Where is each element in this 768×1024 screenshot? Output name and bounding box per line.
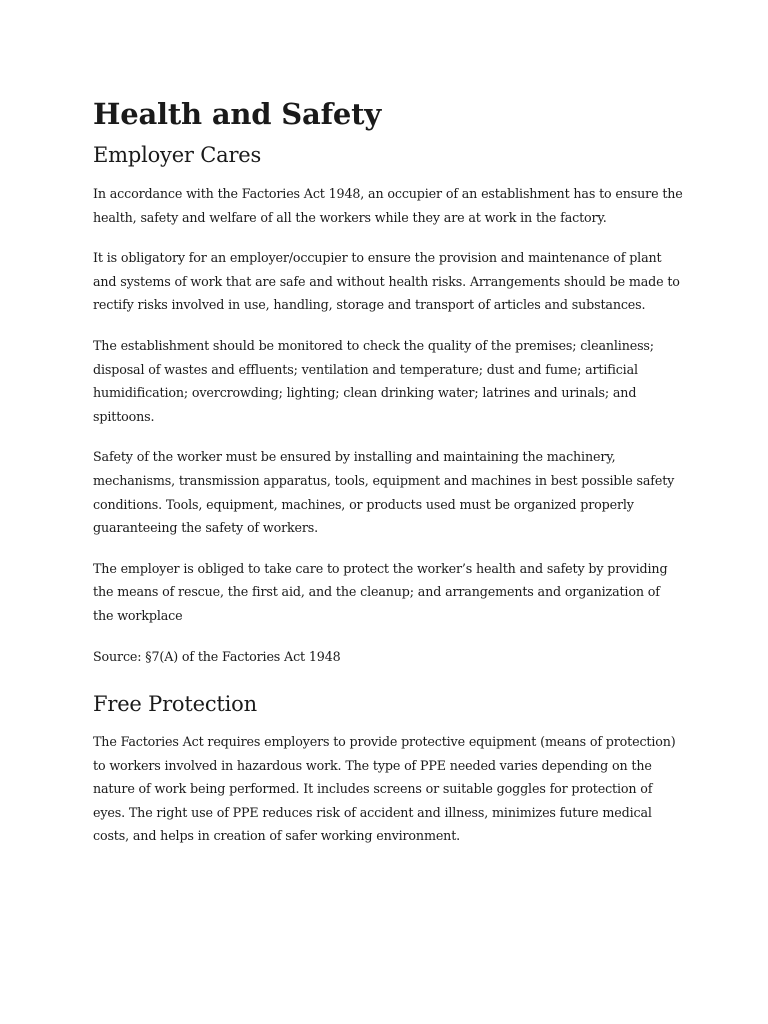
paragraph-worker-safety: Safety of the worker must be ensured by installing and maintaining the machinery, mechanisms, transmission apparatus, tools, equipment and machines in best possible safety conditions. Tools, equipment, machines, or products used must be organized properly guaranteeing the safety of workers. (93, 449, 675, 536)
section-free-protection (93, 688, 683, 848)
paragraph-protective-equipment: The Factories Act requires employers to provide protective equipment (means of protection) to workers involved in hazardous work. The type of PPE needed varies depending on the nature of work being performed. It includes screens or suitable goggles for protection of eyes. The right use of PPE reduces risk of accident and illness, minimizes future medical costs, and helps in creation of safer working environment. (93, 734, 676, 844)
paragraph-employer-care: The employer is obliged to take care to protect the worker’s health and safety by providing the means of rescue, the first aid, and the cleanup; and arrangements and organization of the workplace (93, 560, 668, 623)
section-employer-cares (93, 139, 683, 668)
section-heading-employer-cares: Employer Cares (93, 143, 262, 167)
paragraph-factories-act-intro: In accordance with the Factories Act 1948, an occupier of an establishment has to ensure the health, safety and welfare of all the workers while they are at work in the factory. (93, 186, 683, 225)
paragraph-establishment-monitoring: The establishment should be monitored to check the quality of the premises; cleanliness; disposal of wastes and effluents; ventilation and temperature; dust and fume; artificial humidification; overcrowding; lighting; clean drinking water; latrines and urinals; and spittoons. (93, 337, 654, 424)
document-page (93, 92, 683, 865)
document-title: Health and Safety (93, 97, 381, 131)
source-citation: Source: §7(A) of the Factories Act 1948 (93, 648, 341, 664)
paragraph-employer-obligation: It is obligatory for an employer/occupier to ensure the provision and maintenance of plant and systems of work that are safe and without health risks. Arrangements should be made to rectify risks involved in use, handling, storage and transport of articles and substances. (93, 250, 680, 313)
section-heading-free-protection: Free Protection (93, 692, 257, 717)
